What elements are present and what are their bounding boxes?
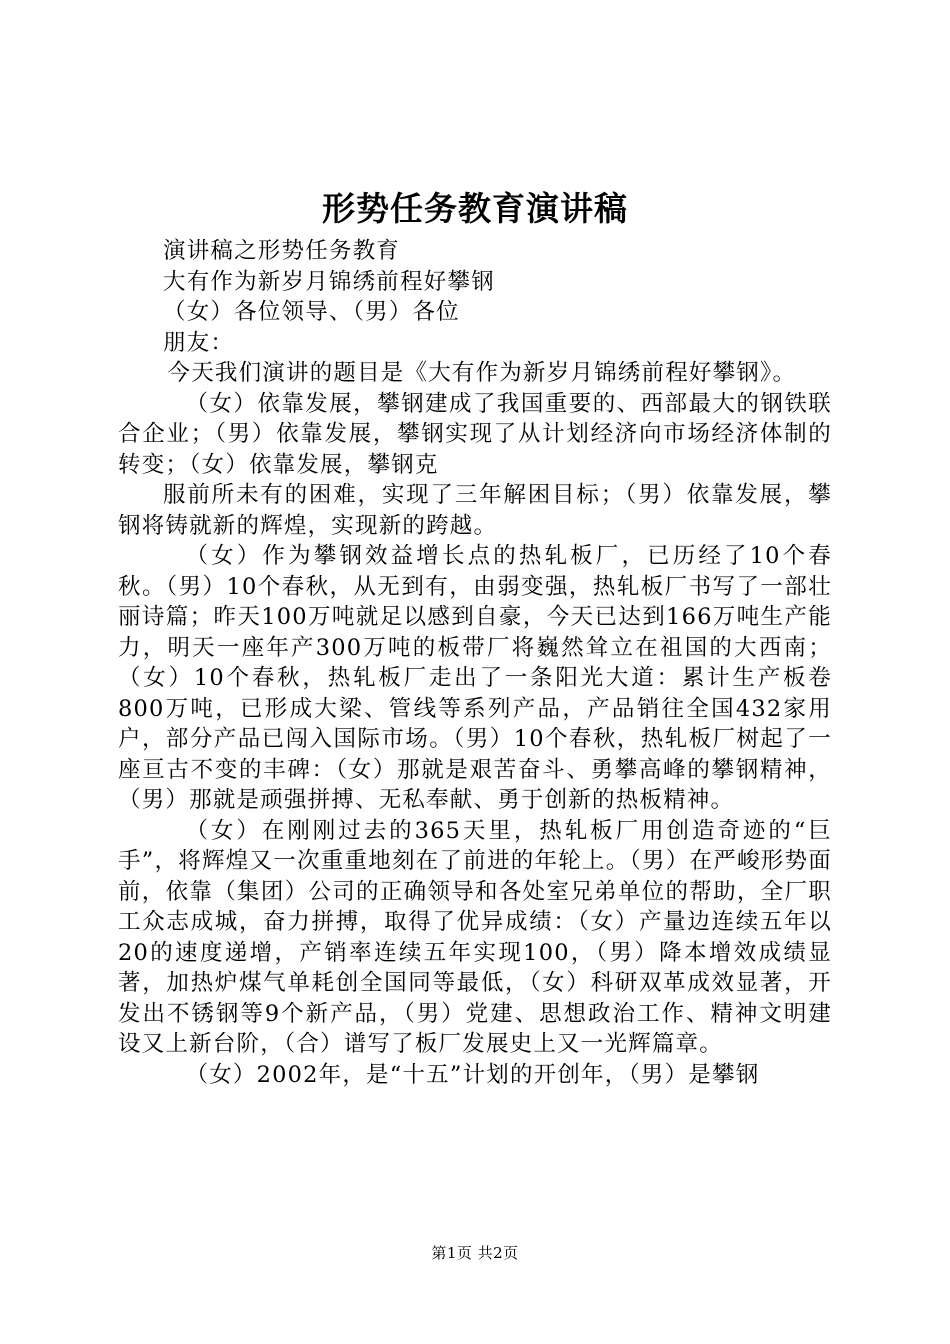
body-paragraph: （女）2002年，是“十五”计划的开创年，（男）是攀钢 [185, 1061, 760, 1088]
body-paragraph: 服前所未有的困难，实现了三年解困目标；（男）依靠发展，攀钢将铸就新的辉煌，实现新的跨越。 [118, 482, 832, 539]
page-number-footer: 第1页 共2页 [431, 1244, 519, 1262]
document-body [118, 236, 832, 1090]
document-title: 形势任务教育演讲稿 [322, 189, 628, 228]
speech-theme: 大有作为新岁月锦绣前程好攀钢 [163, 268, 495, 295]
body-paragraph: 今天我们演讲的题目是《大有作为新岁月锦绣前程好攀钢》。 [167, 360, 797, 386]
greeting-line-continued: 朋友： [163, 329, 235, 356]
speech-subtitle: 演讲稿之形势任务教育 [163, 238, 401, 264]
body-paragraph: （女）依靠发展，攀钢建成了我国重要的、西部最大的钢铁联合企业；（男）依靠发展，攀钢实现了从计划经济向市场经济体制的转变；（女）依靠发展，攀钢克 [118, 390, 832, 478]
body-paragraph: （女）作为攀钢效益增长点的热轧板厂，已历经了10个春秋。（男）10个春秋，从无到有，由弱变强，热轧板厂书写了一部壮丽诗篇；昨天100万吨就足以感到自豪，今天已达到166万吨生产能力，明天一座年产300万吨的板带厂将巍然耸立在祖国的大西南；（女）10个春秋，热轧板厂走出了一条阳光大道：累计生产板卷800万吨，已形成大梁、管线等系列产品，产品销往全国432家用户，部分产品已闯入国际市场。（男）10个春秋，热轧板厂树起了一座亘古不变的丰碑：（女）那就是艰苦奋斗、勇攀高峰的攀钢精神，（男）那就是顽强拼搏、无私奉献、勇于创新的热板精神。 [118, 543, 832, 813]
greeting-line: （女）各位领导、（男）各位 [163, 299, 460, 325]
body-paragraph: （女）在刚刚过去的365天里，热轧板厂用创造奇迹的“巨手”，将辉煌又一次重重地刻在了前进的年轮上。（男）在严峻形势面前，依靠（集团）公司的正确领导和各处室兄弟单位的帮助，全厂职工众志成城，奋力拼搏，取得了优异成绩：（女）产量边连续五年以20的速度递增，产销率连续五年实现100，（男）降本增效成绩显著，加热炉煤气单耗创全国同等最低，（女）科研双革成效显著，开发出不锈钢等9个新产品，（男）党建、思想政治工作、精神文明建设又上新台阶，（合）谱写了板厂发展史上又一光辉篇章。 [118, 817, 832, 1057]
